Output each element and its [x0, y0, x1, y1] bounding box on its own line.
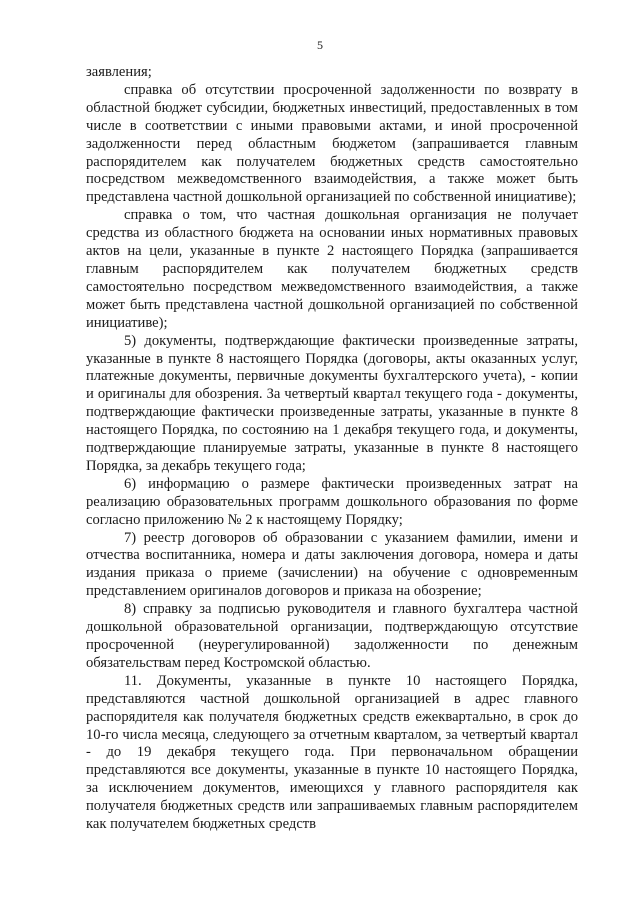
- paragraph-item-8: 8) справку за подписью руководителя и главного бухгалтера частной дошкольной образовательной организации, подтверждающую отсутствие просроченной (неурегулированной) задолженности по денежным обязательствам перед Костромской областью.: [86, 601, 578, 671]
- paragraph-item-5: 5) документы, подтверждающие фактически произведенные затраты, указанные в пункте 8 настоящего Порядка (договоры, акты оказанных услуг, платежные документы, первичные документы бухгалтерского учета), - копии и оригиналы для обозрения. За четвертый квартал текущего года - документы, подтверждающие фактически произведенные затраты, указанные в пункте 8 настоящего Порядка, по состоянию на 1 декабря текущего года, и документы, подтверждающие планируемые затраты, указанные в пункте 8 настоящего Порядка, за декабрь текущего года;: [86, 332, 578, 474]
- paragraph-clause-11: 11. Документы, указанные в пункте 10 настоящего Порядка, представляются частной дошкольной организацией в адрес главного распорядителя как получателя бюджетных средств ежеквартально, в срок до 10-го числа месяца, следующего за отчетным кварталом, за четвертый квартал - до 19 декабря текущего года. При первоначальном обращении представляются все документы, указанные в пункте 10 настоящего Порядка, за исключением документов, имеющихся у главного распорядителя как получателя бюджетных средств или запрашиваемых главным распорядителем как получателем бюджетных средств: [86, 672, 578, 833]
- paragraph-no-funding-certificate: справка о том, что частная дошкольная организация не получает средства из областного бюджета на основании иных нормативных правовых актов на цели, указанные в пункте 2 настоящего Порядка (запрашивается главным распорядителем как получателем бюджетных средств самостоятельно посредством межведомственного взаимодействия, а также может быть представлена частной дошкольной организацией по собственной инициативе);: [86, 207, 578, 331]
- paragraph-statement-end: заявления;: [86, 64, 152, 80]
- paragraph-item-6: 6) информацию о размере фактически произведенных затрат на реализацию образовательных программ дошкольного образования по форме согласно приложению № 2 к настоящему Порядку;: [86, 475, 578, 528]
- paragraph-debt-certificate: справка об отсутствии просроченной задолженности по возврату в областной бюджет субсидии, бюджетных инвестиций, предоставленных в том числе в соответствии с иными правовыми актами, и иной просроченной задолженности перед областным бюджетом (запрашивается главным распорядителем как получателем бюджетных средств самостоятельно посредством межведомственного взаимодействия, а также может быть представлена частной дошкольной организацией по собственной инициативе);: [86, 81, 578, 206]
- page-number: 5: [317, 38, 323, 52]
- paragraph-item-7: 7) реестр договоров об образовании с указанием фамилии, имени и отчества воспитанника, номера и даты заключения договора, номера и даты издания приказа о приеме (зачислении) на обучение с одновременным представлением оригиналов договоров и приказа на обозрение;: [86, 529, 578, 600]
- document-body: [86, 64, 578, 834]
